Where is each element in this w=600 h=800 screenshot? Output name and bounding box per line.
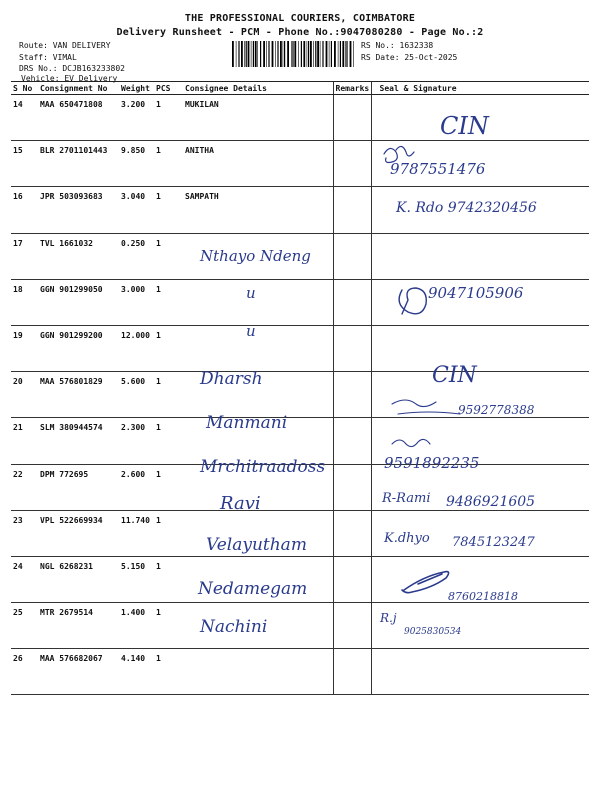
cell-remarks — [333, 603, 371, 649]
cell-consignee — [183, 464, 333, 510]
rs-number: RS No.: 1632338 — [361, 41, 434, 50]
table-header-row — [11, 82, 589, 95]
cell-weight: 3.200 — [119, 95, 154, 141]
cell-consignee — [183, 649, 333, 695]
cell-consignee — [183, 556, 333, 602]
cell-consignment: MAA 576801829 — [38, 372, 119, 418]
phone-row24: 7845123247 — [452, 535, 535, 550]
cell-pcs: 1 — [154, 372, 183, 418]
phone-row22: 9591892235 — [384, 454, 480, 472]
signature-row16: K. Rdo 9742320456 — [396, 200, 537, 216]
cell-weight: 4.140 — [119, 649, 154, 695]
table-row — [11, 233, 589, 279]
consignee-row26: Nachini — [200, 617, 268, 637]
cell-consignee — [183, 510, 333, 556]
signature-row26: R.j — [380, 611, 397, 625]
cell-weight: 1.400 — [119, 603, 154, 649]
cell-sno: 23 — [11, 510, 38, 556]
table-row — [11, 510, 589, 556]
route-label: Route: VAN DELIVERY — [19, 41, 111, 50]
table-row — [11, 464, 589, 510]
cell-consignment: GGN 901299200 — [38, 325, 119, 371]
cell-pcs: 1 — [154, 649, 183, 695]
cell-weight: 12.000 — [119, 325, 154, 371]
table-row — [11, 95, 589, 141]
cell-consignee: ANITHA — [183, 141, 333, 187]
phone-row25: 8760218818 — [448, 590, 518, 603]
cell-sno: 16 — [11, 187, 38, 233]
cell-remarks — [333, 372, 371, 418]
cell-seal — [371, 464, 589, 510]
cell-pcs: 1 — [154, 233, 183, 279]
cell-consignment: MAA 576682067 — [38, 649, 119, 695]
cell-remarks — [333, 464, 371, 510]
cell-sno: 15 — [11, 141, 38, 187]
cell-pcs: 1 — [154, 325, 183, 371]
consignee-row17: Nthayo Ndeng — [200, 247, 311, 265]
cell-weight: 2.300 — [119, 418, 154, 464]
cell-consignment: BLR 2701101443 — [38, 141, 119, 187]
cell-seal — [371, 279, 589, 325]
consignee-row22: Mrchitraadoss — [200, 457, 326, 477]
cell-remarks — [333, 279, 371, 325]
cell-pcs: 1 — [154, 187, 183, 233]
cell-pcs: 1 — [154, 279, 183, 325]
cell-weight: 3.000 — [119, 279, 154, 325]
cell-seal — [371, 556, 589, 602]
cell-consignment: DPM 772695 — [38, 464, 119, 510]
drs-number: DRS No.: DCJB163233802 — [19, 64, 125, 73]
cell-remarks — [333, 418, 371, 464]
cell-consignee — [183, 233, 333, 279]
cell-seal — [371, 325, 589, 371]
cell-seal — [371, 372, 589, 418]
phone-row21: 9592778388 — [458, 403, 535, 417]
cell-seal — [371, 187, 589, 233]
cell-pcs: 1 — [154, 464, 183, 510]
company-title: THE PROFESSIONAL COURIERS, COIMBATORE — [184, 13, 416, 24]
cell-pcs: 1 — [154, 510, 183, 556]
cell-remarks — [333, 649, 371, 695]
consignee-row23: Ravi — [220, 493, 261, 514]
barcode-image — [232, 41, 354, 67]
cell-sno: 21 — [11, 418, 38, 464]
consignee-row21: Manmani — [206, 413, 288, 433]
cell-consignee — [183, 603, 333, 649]
consignee-row20: Dharsh — [200, 369, 263, 389]
cell-sno: 14 — [11, 95, 38, 141]
cell-weight: 5.150 — [119, 556, 154, 602]
col-remarks: Remarks — [333, 82, 371, 95]
cell-seal — [371, 603, 589, 649]
cell-seal — [371, 418, 589, 464]
signature-row23: R-Rami — [382, 491, 431, 506]
cell-sno: 26 — [11, 649, 38, 695]
cell-consignment: GGN 901299050 — [38, 279, 119, 325]
cell-pcs: 1 — [154, 95, 183, 141]
cell-consignee: MUKILAN — [183, 95, 333, 141]
cell-seal — [371, 510, 589, 556]
col-weight: Weight — [119, 82, 154, 95]
cell-pcs: 1 — [154, 556, 183, 602]
cell-consignee — [183, 418, 333, 464]
cell-consignee — [183, 279, 333, 325]
cell-sno: 19 — [11, 325, 38, 371]
phone-row15: 9787551476 — [390, 160, 486, 178]
consignee-row24: Velayutham — [206, 535, 307, 555]
staff-label: Staff: VIMAL — [19, 53, 77, 62]
cell-sno: 25 — [11, 603, 38, 649]
cell-remarks — [333, 187, 371, 233]
cell-sno: 18 — [11, 279, 38, 325]
phone-row18: 9047105906 — [428, 284, 524, 302]
signature-row20: CIN — [432, 363, 477, 388]
cell-consignment: TVL 1661032 — [38, 233, 119, 279]
table-row — [11, 187, 589, 233]
cell-consignment: JPR 503093683 — [38, 187, 119, 233]
cell-seal — [371, 233, 589, 279]
cell-weight: 3.040 — [119, 187, 154, 233]
cell-consignment: NGL 6268231 — [38, 556, 119, 602]
cell-seal — [371, 649, 589, 695]
col-consignment: Consignment No — [38, 82, 119, 95]
table-row — [11, 325, 589, 371]
cell-weight: 11.740 — [119, 510, 154, 556]
cell-remarks — [333, 510, 371, 556]
table-row — [11, 603, 589, 649]
col-pcs: PCS — [154, 82, 183, 95]
cell-sno: 20 — [11, 372, 38, 418]
consignee-row25: Nedamegam — [198, 579, 308, 599]
rs-date: RS Date: 25-Oct-2025 — [361, 53, 458, 62]
cell-pcs: 1 — [154, 141, 183, 187]
cell-weight: 9.850 — [119, 141, 154, 187]
cell-consignee — [183, 372, 333, 418]
col-sno: S No — [11, 82, 38, 95]
signature-row24: K.dhyo — [384, 531, 430, 546]
col-consignee: Consignee Details — [183, 82, 333, 95]
cell-sno: 22 — [11, 464, 38, 510]
cell-consignment: MAA 650471808 — [38, 95, 119, 141]
cell-weight: 2.600 — [119, 464, 154, 510]
table-row — [11, 649, 589, 695]
signature-row14: CIN — [440, 112, 489, 140]
phone-row23: 9486921605 — [446, 494, 536, 510]
ditto-row19: u — [246, 322, 256, 340]
cell-remarks — [333, 233, 371, 279]
cell-sno: 24 — [11, 556, 38, 602]
table-row — [11, 556, 589, 602]
vehicle-label: Vehicle: EV Delivery — [21, 74, 118, 83]
cell-pcs: 1 — [154, 603, 183, 649]
cell-sno: 17 — [11, 233, 38, 279]
table-row — [11, 141, 589, 187]
col-seal-signature: Seal & Signature — [371, 82, 589, 95]
cell-pcs: 1 — [154, 418, 183, 464]
table-row — [11, 418, 589, 464]
cell-weight: 5.600 — [119, 372, 154, 418]
runsheet-subtitle: Delivery Runsheet - PCM - Phone No.:9047080280 - Page No.:2 — [116, 27, 484, 38]
cell-consignee — [183, 325, 333, 371]
cell-remarks — [333, 325, 371, 371]
cell-remarks — [333, 556, 371, 602]
cell-consignment: VPL 522669934 — [38, 510, 119, 556]
cell-seal — [371, 95, 589, 141]
cell-weight: 0.250 — [119, 233, 154, 279]
phone-row26: 9025830534 — [404, 627, 462, 637]
cell-remarks — [333, 141, 371, 187]
ditto-row18: u — [246, 284, 256, 302]
cell-consignment: SLM 380944574 — [38, 418, 119, 464]
runsheet-table — [11, 81, 589, 695]
table-row — [11, 372, 589, 418]
cell-consignee: SAMPATH — [183, 187, 333, 233]
table-row — [11, 279, 589, 325]
cell-remarks — [333, 95, 371, 141]
cell-seal — [371, 141, 589, 187]
cell-consignment: MTR 2679514 — [38, 603, 119, 649]
